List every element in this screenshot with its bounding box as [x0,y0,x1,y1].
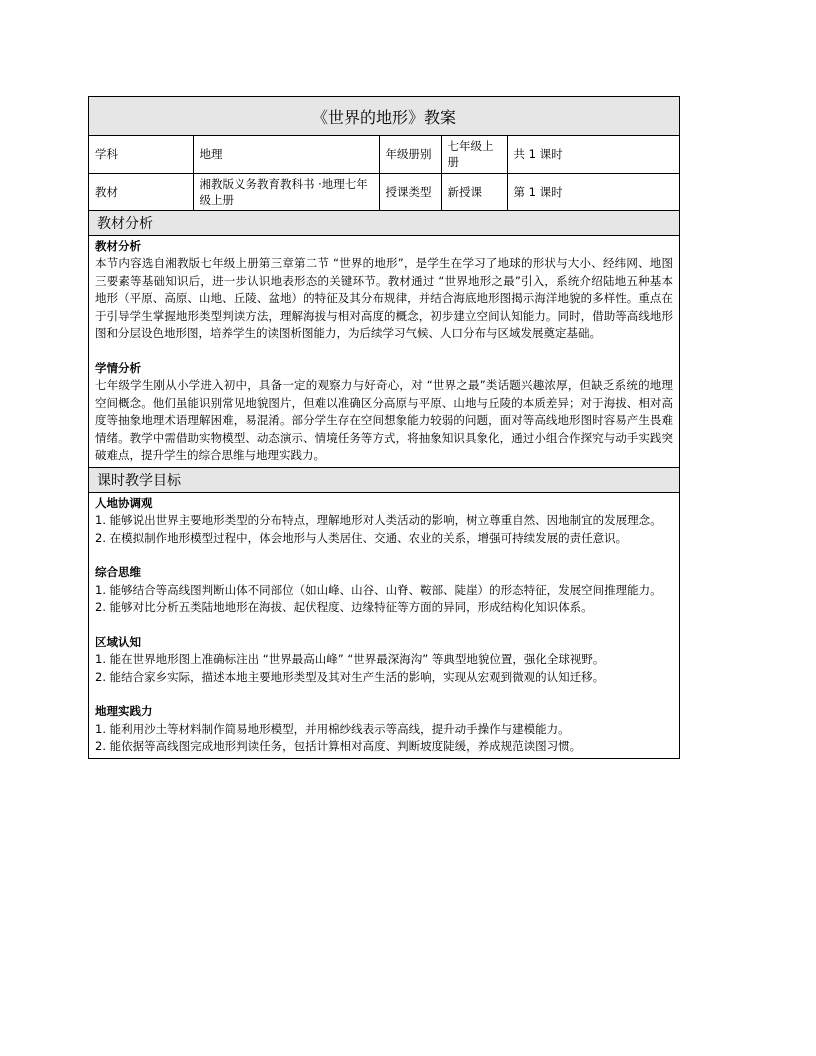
subject-label: 学科 [89,136,193,173]
section-heading: 教材分析 [89,211,679,236]
textbook-analysis-section [89,211,679,468]
list-item: 1. 能够说出世界主要地形类型的分布特点，理解地形对人类活动的影响，树立尊重自然、因地制宜的发展理念。 [95,513,662,527]
section-heading: 课时教学目标 [89,468,679,493]
table-row [89,136,679,173]
textbook-value: 湘教版义务教育教科书 ·地理七年级上册 [193,173,379,210]
list-item: 2. 在模拟制作地形模型过程中，体会地形与人类居住、交通、农业的关系，增强可持续发展的责任意识。 [95,530,628,545]
subsection-title: 学情分析 [95,360,141,375]
grade-value: 七年级上册 [441,136,507,173]
list-item: 2. 能结合家乡实际，描述本地主要地形类型及其对生产生活的影响，实现从宏观到微观的认知迁移。 [95,669,605,684]
teaching-objectives-section [89,468,679,758]
document-title: 《世界的地形》教案 [89,97,679,136]
textbook-label: 教材 [89,173,193,210]
grade-label: 年级册别 [379,136,441,173]
subject-value: 地理 [193,136,379,173]
goal-title: 区域认知 [95,634,141,649]
list-item: 2. 能依据等高线图完成地形判读任务，包括计算相对高度、判断坡度陡缓，养成规范读图习惯。 [95,739,582,753]
current-period: 第 1 课时 [507,173,679,210]
list-item: 1. 能在世界地形图上准确标注出 “世界最高山峰” “世界最深海沟” 等典型地貌位置，强化全球视野。 [95,652,605,666]
lesson-type-value: 新授课 [441,173,507,210]
goal-title: 人地协调观 [95,495,153,510]
textbook-analysis-text: 本节内容选自湘教版七年级上册第三章第二节 “世界的地形”，是学生在学习了地球的形状与大小、经纬网、地图三要素等基础知识后，进一步认识地表形态的关键环节。教材通过 “世界地形之最”引入，系统介绍陆地五种基本地形（平原、高原、山地、丘陵、盆地）的特征及其分布规律，并结合海底地形图揭示海洋地貌的多样性。重点在于引导学生掌握地形类型判读方法，理解海拔与相对高度的概念，初步建立空间认知能力。同时，借助等高线地形图和分层设色地形图，培养学生的读图析图能力，为后续学习气候、人口分布与区域发展奠定基础。 [95,256,673,340]
lesson-plan-document [88,96,680,759]
list-item: 2. 能够对比分析五类陆地地形在海拔、起伏程度、边缘特征等方面的异同，形成结构化知识体系。 [95,600,593,614]
list-item: 1. 能利用沙土等材料制作简易地形模型，并用棉纱线表示等高线，提升动手操作与建模能力。 [95,721,570,736]
list-item: 1. 能够结合等高线图判断山体不同部位（如山峰、山谷、山脊、鞍部、陡崖）的形态特征，发展空间推理能力。 [95,582,662,597]
student-analysis-text: 七年级学生刚从小学进入初中，具备一定的观察力与好奇心，对 “世界之最”类话题兴趣浓厚，但缺乏系统的地理空间概念。他们虽能识别常见地貌图片，但难以准确区分高原与平原、山地与丘陵的本质差异；对于海拔、相对高度等抽象地理术语理解困难，易混淆。部分学生存在空间想象能力较弱的问题，面对等高线地形图时容易产生畏难情绪。教学中需借助实物模型、动态演示、情境任务等方式，将抽象知识具象化，通过小组合作探究与动手实践突破难点，提升学生的综合思维与地理实践力。 [95,378,673,462]
total-periods: 共 1 课时 [507,136,679,173]
goal-title: 地理实践力 [95,704,153,718]
subsection-title: 教材分析 [95,238,141,253]
lesson-type-label: 授课类型 [379,173,441,210]
course-info-table [89,136,679,211]
goal-title: 综合思维 [95,565,141,579]
table-row [89,173,679,210]
